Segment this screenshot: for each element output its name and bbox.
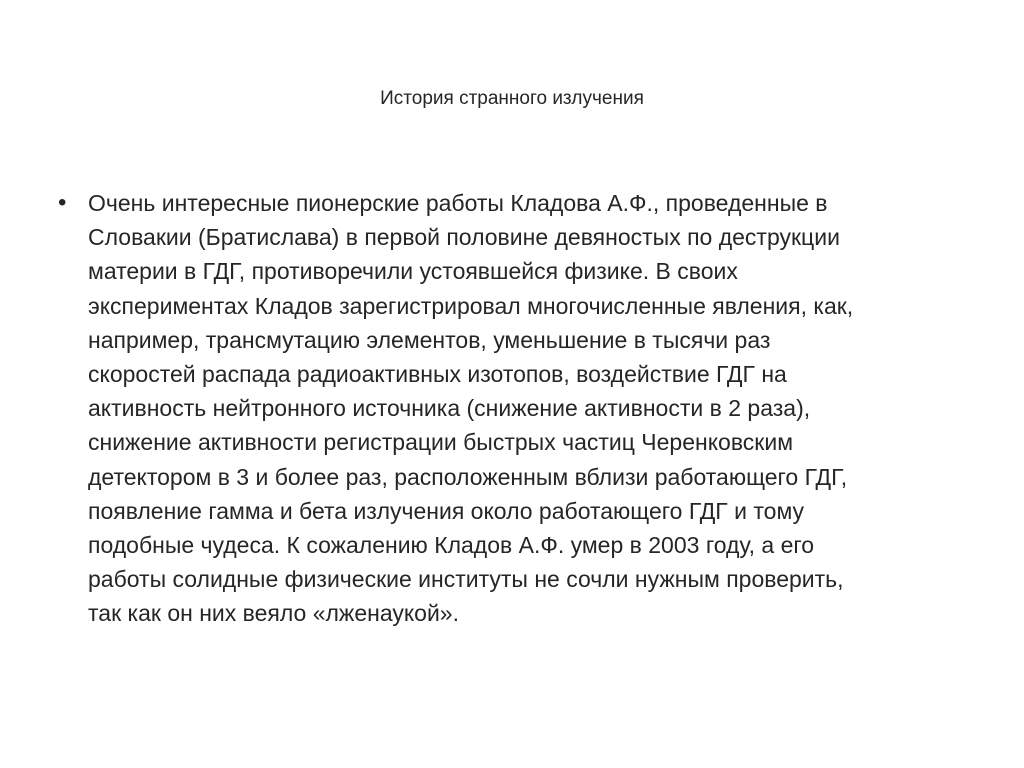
- bullet-icon: •: [58, 189, 67, 216]
- bullet-item: [58, 186, 970, 631]
- paragraph-line: активность нейтронного источника (снижение активности в 2 раза),: [88, 395, 811, 422]
- bullet-paragraph: [88, 186, 968, 631]
- paragraph-line: так как он них веяло «лженаукой».: [88, 600, 459, 627]
- paragraph-line: появление гамма и бета излучения около работающего ГДГ и тому: [88, 497, 805, 524]
- slide-title: История странного излучения: [380, 88, 644, 109]
- slide-content: [58, 186, 970, 631]
- paragraph-line: Словакии (Братислава) в первой половине девяностых по деструкции: [88, 224, 840, 251]
- paragraph-line: работы солидные физические институты не сочли нужным проверить,: [88, 566, 844, 593]
- paragraph-line: например, трансмутацию элементов, уменьшение в тысячи раз: [88, 326, 771, 353]
- paragraph-line: детектором в 3 и более раз, расположенным вблизи работающего ГДГ,: [88, 463, 848, 490]
- paragraph-line: Очень интересные пионерские работы Кладова А.Ф., проведенные в: [88, 190, 828, 216]
- paragraph-line: экспериментах Кладов зарегистрировал многочисленные явления, как,: [88, 292, 854, 319]
- paragraph-line: подобные чудеса. К сожалению Кладов А.Ф. умер в 2003 году, а его: [88, 532, 815, 559]
- paragraph-line: снижение активности регистрации быстрых частиц Черенковским: [88, 429, 794, 456]
- paragraph-line: скоростей распада радиоактивных изотопов, воздействие ГДГ на: [88, 361, 787, 388]
- paragraph-line: материи в ГДГ, противоречили устоявшейся физике. В своих: [88, 258, 738, 285]
